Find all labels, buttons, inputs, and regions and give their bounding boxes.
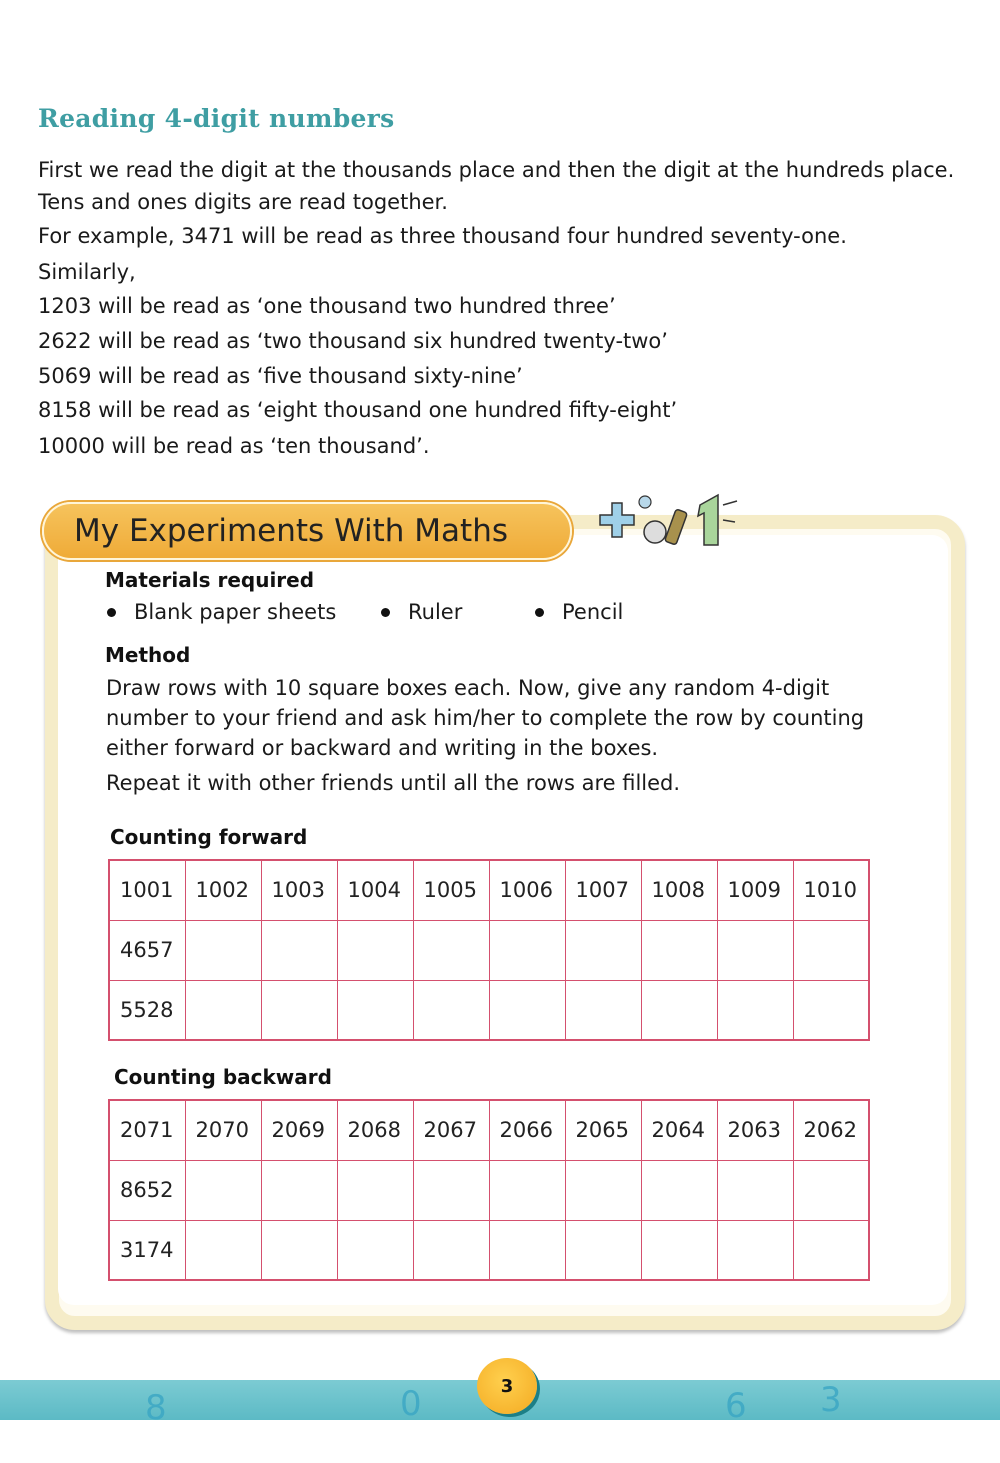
method-line: number to your friend and ask him/her to complete the row by counting [106, 706, 865, 730]
table-cell: 1008 [641, 860, 717, 920]
method-line: Repeat it with other friends until all the rows are filled. [106, 771, 681, 795]
table-cell [565, 1160, 641, 1220]
table-cell [641, 1160, 717, 1220]
banner-title: My Experiments With Maths [74, 513, 508, 549]
table-cell [261, 980, 337, 1040]
table-cell [337, 1160, 413, 1220]
paragraph-line: 10000 will be read as ‘ten thousand’. [38, 434, 430, 458]
table-cell [337, 980, 413, 1040]
table-cell [185, 1160, 261, 1220]
table-cell [337, 920, 413, 980]
table-cell [261, 920, 337, 980]
table-cell [413, 980, 489, 1040]
table-cell [565, 1220, 641, 1280]
table-cell: 2065 [565, 1100, 641, 1160]
decor-digit: 8 [145, 1388, 167, 1428]
decor-digit: 6 [725, 1386, 747, 1426]
section-heading: Reading 4-digit numbers [38, 104, 395, 133]
table-cell [261, 1220, 337, 1280]
table-cell: 1002 [185, 860, 261, 920]
table-cell [185, 980, 261, 1040]
table-cell [565, 980, 641, 1040]
table-cell: 1005 [413, 860, 489, 920]
decor-digit: 0 [400, 1384, 422, 1424]
table-cell [717, 1160, 793, 1220]
table-cell [337, 1220, 413, 1280]
bullet-icon [535, 608, 544, 617]
table-cell: 1009 [717, 860, 793, 920]
paragraph-line: Tens and ones digits are read together. [38, 190, 448, 214]
table-cell: 2068 [337, 1100, 413, 1160]
table-row [109, 920, 869, 980]
table-cell: 2070 [185, 1100, 261, 1160]
table-cell [717, 1220, 793, 1280]
table-cell [489, 980, 565, 1040]
table-cell: 4657 [109, 920, 185, 980]
table-cell [793, 1160, 869, 1220]
table-row [109, 860, 869, 920]
materials-list [105, 600, 745, 630]
paragraph-line: 2622 will be read as ‘two thousand six hundred twenty-two’ [38, 329, 668, 353]
table-cell [413, 1160, 489, 1220]
table-cell [413, 1220, 489, 1280]
table-cell: 1001 [109, 860, 185, 920]
paragraph-line: Similarly, [38, 260, 136, 284]
activity-banner [42, 502, 572, 560]
paragraph-line: For example, 3471 will be read as three thousand four hundred seventy-one. [38, 224, 847, 248]
table-cell: 1010 [793, 860, 869, 920]
table-cell: 1007 [565, 860, 641, 920]
table-cell [489, 1220, 565, 1280]
table-cell [641, 980, 717, 1040]
material-item [535, 600, 623, 624]
material-item [381, 600, 462, 624]
math-mascots-icon [585, 490, 755, 555]
table-cell: 2071 [109, 1100, 185, 1160]
table-row [109, 1100, 869, 1160]
table-cell: 2067 [413, 1100, 489, 1160]
counting-backward-table [108, 1099, 870, 1281]
table-cell [793, 1220, 869, 1280]
table-cell [565, 920, 641, 980]
paragraph-line: First we read the digit at the thousands place and then the digit at the hundreds place. [38, 158, 955, 182]
table-cell: 1004 [337, 860, 413, 920]
table-cell: 1006 [489, 860, 565, 920]
table-row [109, 980, 869, 1040]
table-cell [793, 920, 869, 980]
paragraph-line: 5069 will be read as ‘five thousand sixty-nine’ [38, 364, 523, 388]
table-cell [413, 920, 489, 980]
table-cell [793, 980, 869, 1040]
table-cell: 2063 [717, 1100, 793, 1160]
table-cell: 5528 [109, 980, 185, 1040]
page-number: 3 [477, 1358, 537, 1414]
counting-forward-heading: Counting forward [110, 825, 308, 849]
table-cell: 3174 [109, 1220, 185, 1280]
table-cell [185, 920, 261, 980]
material-item [107, 600, 336, 624]
bullet-icon [381, 608, 390, 617]
method-line: Draw rows with 10 square boxes each. Now, give any random 4-digit [106, 676, 830, 700]
table-cell [489, 1160, 565, 1220]
table-cell [489, 920, 565, 980]
table-cell: 2066 [489, 1100, 565, 1160]
table-cell: 1003 [261, 860, 337, 920]
table-cell: 2062 [793, 1100, 869, 1160]
table-cell: 2069 [261, 1100, 337, 1160]
bullet-icon [107, 608, 116, 617]
table-cell [185, 1220, 261, 1280]
table-row [109, 1160, 869, 1220]
material-label: Pencil [562, 600, 624, 624]
counting-backward-heading: Counting backward [114, 1065, 332, 1089]
material-label: Blank paper sheets [134, 600, 337, 624]
table-cell [717, 980, 793, 1040]
table-cell [261, 1160, 337, 1220]
counting-forward-table [108, 859, 870, 1041]
material-label: Ruler [408, 600, 463, 624]
table-cell [641, 920, 717, 980]
paragraph-line: 8158 will be read as ‘eight thousand one hundred fifty-eight’ [38, 398, 678, 422]
materials-heading: Materials required [105, 568, 315, 592]
table-cell [641, 1220, 717, 1280]
method-heading: Method [105, 643, 191, 667]
table-cell: 2064 [641, 1100, 717, 1160]
decor-digit: 3 [820, 1380, 842, 1420]
table-cell [717, 920, 793, 980]
paragraph-line: 1203 will be read as ‘one thousand two hundred three’ [38, 294, 616, 318]
table-row [109, 1220, 869, 1280]
method-line: either forward or backward and writing in the boxes. [106, 736, 659, 760]
table-cell: 8652 [109, 1160, 185, 1220]
